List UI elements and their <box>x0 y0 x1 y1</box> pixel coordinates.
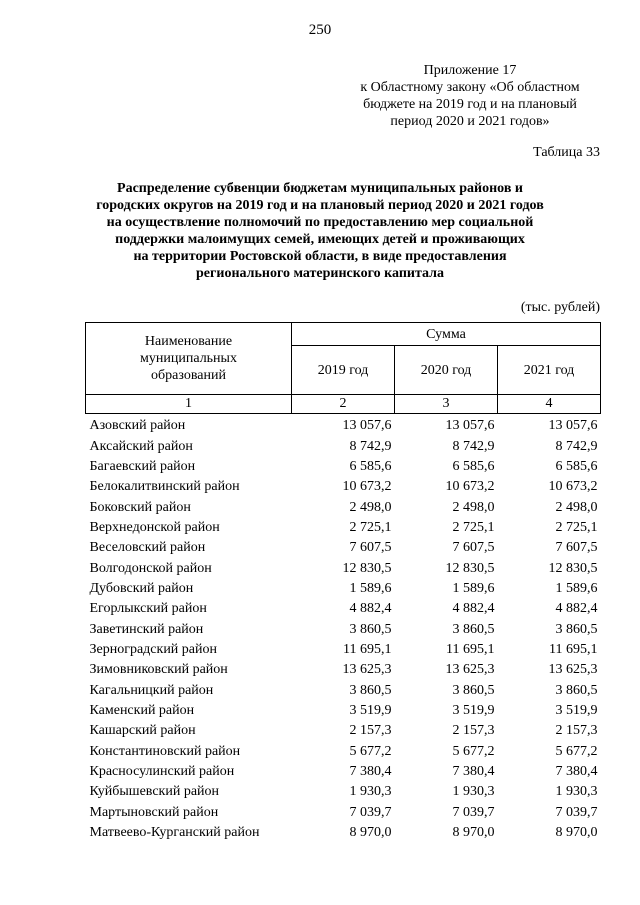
value-2021: 1 930,3 <box>555 784 598 800</box>
value-2021: 4 882,4 <box>555 601 598 617</box>
value-2021: 3 519,9 <box>555 702 598 718</box>
value-2020: 10 673,2 <box>445 479 495 495</box>
table-row <box>86 680 601 700</box>
value-2021: 11 695,1 <box>549 641 598 657</box>
value-2020: 1 589,6 <box>452 580 495 596</box>
table-label: Таблица 33 <box>533 145 600 160</box>
municipality-name: Веселовский район <box>89 540 206 556</box>
value-2019: 2 498,0 <box>349 499 392 515</box>
value-2021: 13 625,3 <box>548 662 598 678</box>
municipality-name: Константиновский район <box>89 743 241 759</box>
value-2019: 7 607,5 <box>349 540 392 556</box>
table-row <box>86 823 601 843</box>
table-row <box>86 762 601 782</box>
value-2021: 7 039,7 <box>555 804 598 820</box>
value-2019: 5 677,2 <box>349 743 392 759</box>
value-2019: 3 519,9 <box>349 702 392 718</box>
table-row <box>86 640 601 660</box>
table-row <box>86 619 601 639</box>
value-2021: 2 725,1 <box>555 519 598 535</box>
value-2019: 1 589,6 <box>349 580 392 596</box>
value-2020: 7 607,5 <box>452 540 495 556</box>
value-2020: 6 585,6 <box>452 458 495 474</box>
value-2020: 2 157,3 <box>452 723 495 739</box>
table-row <box>86 436 601 456</box>
value-2020: 2 725,1 <box>452 519 495 535</box>
municipality-name: Кагальницкий район <box>89 682 214 698</box>
header-municipality <box>86 323 292 395</box>
table-row <box>86 599 601 619</box>
municipality-name: Зерноградский район <box>89 641 217 657</box>
table-row <box>86 497 601 517</box>
municipality-name: Кашарский район <box>89 723 196 739</box>
table-row <box>86 558 601 578</box>
table-row <box>86 782 601 802</box>
appendix-line: Приложение 17 <box>423 63 517 78</box>
document-title <box>60 180 580 282</box>
value-2019: 13 625,3 <box>342 662 392 678</box>
value-2020: 1 930,3 <box>452 784 495 800</box>
municipality-name: Аксайский район <box>89 438 193 454</box>
appendix-line: период 2020 и 2021 годов» <box>390 114 550 129</box>
value-2021: 10 673,2 <box>548 479 598 495</box>
value-2019: 4 882,4 <box>349 601 392 617</box>
municipality-name: Багаевский район <box>89 458 196 474</box>
value-2019: 8 970,0 <box>349 825 392 841</box>
value-2019: 12 830,5 <box>342 560 392 576</box>
municipality-name: Белокалитвинский район <box>89 479 240 495</box>
title-line: на осуществление полномочий по предоставлению мер социальной <box>106 215 534 230</box>
title-line: поддержки малоимущих семей, имеющих детей и проживающих <box>115 232 525 247</box>
value-2019: 3 860,5 <box>349 621 392 637</box>
value-2021: 12 830,5 <box>548 560 598 576</box>
municipality-name: Куйбышевский район <box>89 784 220 800</box>
municipality-name: Дубовский район <box>89 580 194 596</box>
value-2021: 2 498,0 <box>555 499 598 515</box>
table-row <box>86 803 601 823</box>
value-2019: 11 695,1 <box>343 641 392 657</box>
value-2021: 1 589,6 <box>555 580 598 596</box>
value-2020: 2 498,0 <box>452 499 495 515</box>
appendix-line: бюджете на 2019 год и на плановый <box>363 97 577 112</box>
value-2020: 3 860,5 <box>452 682 495 698</box>
value-2020: 7 380,4 <box>452 764 495 780</box>
value-2020: 8 742,9 <box>452 438 495 454</box>
table-row <box>86 742 601 762</box>
units-label: (тыс. рублей) <box>520 300 600 315</box>
column-number: 3 <box>395 395 498 414</box>
value-2020: 3 860,5 <box>452 621 495 637</box>
value-2020: 7 039,7 <box>452 804 495 820</box>
column-number: 4 <box>498 395 601 414</box>
value-2021: 7 607,5 <box>555 540 598 556</box>
table-row <box>86 457 601 477</box>
value-2019: 6 585,6 <box>349 458 392 474</box>
value-2021: 5 677,2 <box>555 743 598 759</box>
value-2020: 4 882,4 <box>452 601 495 617</box>
value-2019: 10 673,2 <box>342 479 392 495</box>
appendix-note <box>340 62 600 130</box>
page-number: 250 <box>308 22 332 38</box>
value-2020: 11 695,1 <box>446 641 495 657</box>
value-2019: 8 742,9 <box>349 438 392 454</box>
value-2020: 8 970,0 <box>452 825 495 841</box>
value-2021: 13 057,6 <box>548 418 598 434</box>
value-2019: 2 157,3 <box>349 723 392 739</box>
municipality-name: Верхнедонской район <box>89 519 220 535</box>
municipality-name: Красносулинский район <box>89 764 235 780</box>
header-name-line: образований <box>151 368 226 383</box>
title-line: городских округов на 2019 год и на плановый период 2020 и 2021 годов <box>96 198 544 213</box>
header-name-line: муниципальных <box>140 351 237 366</box>
header-sum: Сумма <box>292 323 601 346</box>
subvention-table <box>85 322 601 843</box>
table-row <box>86 518 601 538</box>
municipality-name: Волгодонской район <box>89 560 212 576</box>
title-line: Распределение субвенции бюджетам муниципальных районов и <box>117 181 523 196</box>
table-row <box>86 660 601 680</box>
value-2021: 3 860,5 <box>555 621 598 637</box>
column-number: 1 <box>86 395 292 414</box>
value-2019: 1 930,3 <box>349 784 392 800</box>
value-2020: 12 830,5 <box>445 560 495 576</box>
table-row <box>86 477 601 497</box>
value-2021: 8 742,9 <box>555 438 598 454</box>
value-2021: 8 970,0 <box>555 825 598 841</box>
municipality-name: Матвеево-Курганский район <box>89 825 260 841</box>
header-year-2019: 2019 год <box>292 346 395 395</box>
municipality-name: Боковский район <box>89 499 191 515</box>
value-2020: 13 057,6 <box>445 418 495 434</box>
value-2019: 7 039,7 <box>349 804 392 820</box>
municipality-name: Азовский район <box>89 418 186 434</box>
header-name-line: Наименование <box>144 334 233 349</box>
value-2019: 13 057,6 <box>342 418 392 434</box>
value-2021: 3 860,5 <box>555 682 598 698</box>
table-row <box>86 538 601 558</box>
value-2019: 3 860,5 <box>349 682 392 698</box>
header-year-2020: 2020 год <box>395 346 498 395</box>
table-body <box>86 414 601 844</box>
table-row <box>86 721 601 741</box>
table-row <box>86 579 601 599</box>
title-line: регионального материнского капитала <box>196 266 444 281</box>
municipality-name: Зимовниковский район <box>89 662 228 678</box>
value-2020: 13 625,3 <box>445 662 495 678</box>
value-2020: 3 519,9 <box>452 702 495 718</box>
value-2021: 7 380,4 <box>555 764 598 780</box>
value-2021: 2 157,3 <box>555 723 598 739</box>
appendix-line: к Областному закону «Об областном <box>360 80 580 95</box>
header-year-2021: 2021 год <box>498 346 601 395</box>
municipality-name: Каменский район <box>89 702 195 718</box>
table-row <box>86 701 601 721</box>
title-line: на территории Ростовской области, в виде предоставления <box>133 249 507 264</box>
municipality-name: Мартыновский район <box>89 804 219 820</box>
column-number: 2 <box>292 395 395 414</box>
value-2019: 7 380,4 <box>349 764 392 780</box>
value-2020: 5 677,2 <box>452 743 495 759</box>
municipality-name: Егорлыкский район <box>89 601 207 617</box>
value-2021: 6 585,6 <box>555 458 598 474</box>
value-2019: 2 725,1 <box>349 519 392 535</box>
municipality-name: Заветинский район <box>89 621 204 637</box>
table-row <box>86 414 601 437</box>
